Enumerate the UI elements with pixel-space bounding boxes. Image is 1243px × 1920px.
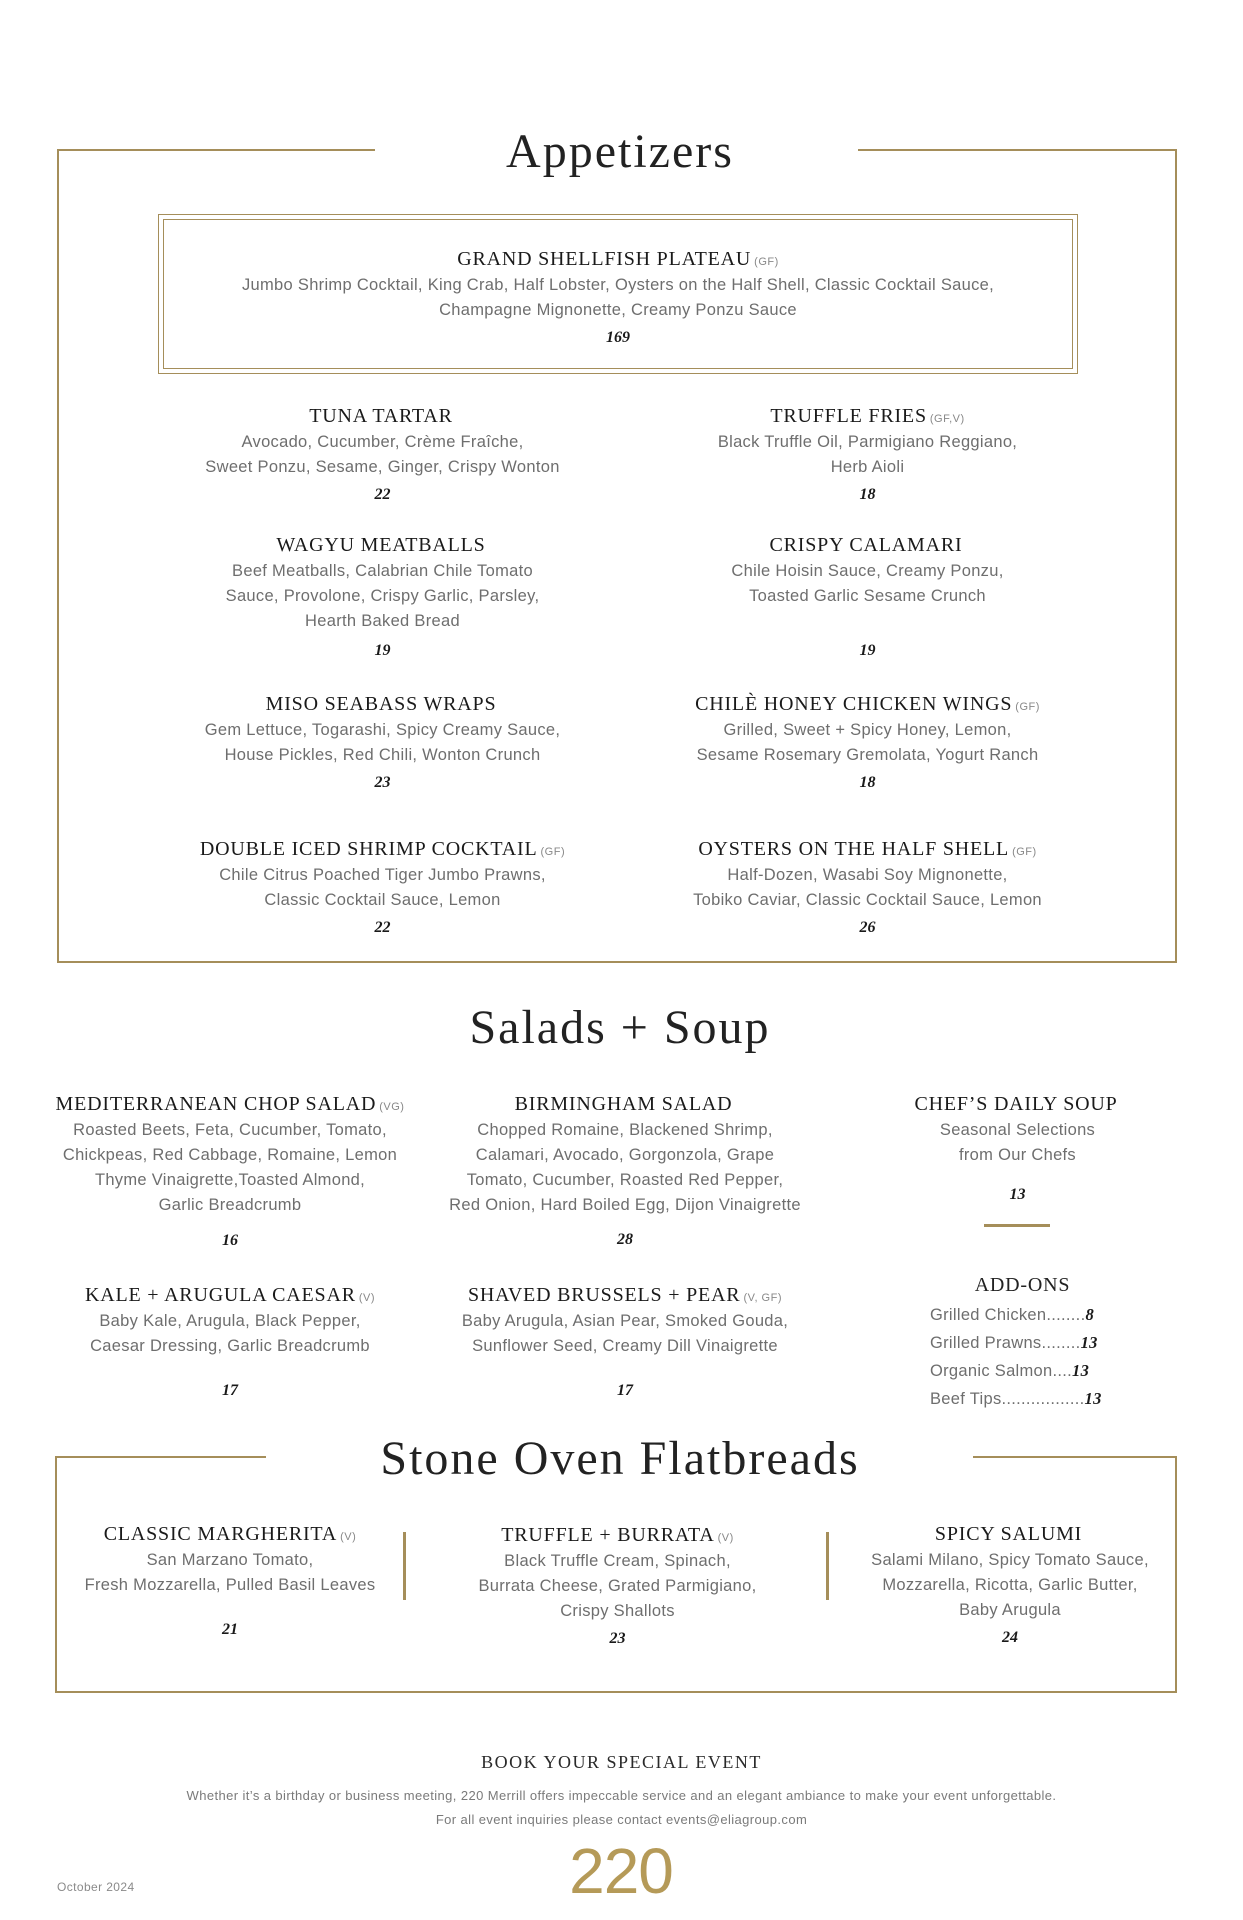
item-text-line: House Pickles, Red Chili, Wonton Crunch xyxy=(224,746,541,764)
item-text-line xyxy=(60,1523,400,1546)
item-name: OYSTERS ON THE HALF SHELL xyxy=(698,838,1010,860)
item-text-line: Champagne Mignonette, Creamy Ponzu Sauce xyxy=(439,301,797,319)
item-text-line: Chile Citrus Poached Tiger Jumbo Prawns, xyxy=(219,866,546,884)
item-text-line: Half-Dozen, Wasabi Soy Mignonette, xyxy=(727,866,1008,884)
item-text-line: Sesame Rosemary Gremolata, Yogurt Ranch xyxy=(696,746,1039,764)
item-text-line xyxy=(30,1284,430,1307)
item-text-line xyxy=(170,405,595,428)
item-text-line: Gem Lettuce, Togarashi, Spicy Creamy Sauce, xyxy=(204,721,561,739)
item-price: 23 xyxy=(374,774,391,791)
addon-label: Organic Salmon.... xyxy=(930,1362,1073,1380)
restaurant-logo: 220 xyxy=(569,1835,673,1907)
item-text-line xyxy=(655,693,1080,716)
item-text-line xyxy=(425,1093,825,1116)
item-name: TUNA TARTAR xyxy=(309,405,453,427)
item-text-line: Mozzarella, Ricotta, Garlic Butter, xyxy=(882,1576,1138,1594)
item-name: DOUBLE ICED SHRIMP COCKTAIL xyxy=(199,838,538,860)
item-description xyxy=(30,1118,430,1218)
item-price: 18 xyxy=(859,486,876,503)
addon-label: Beef Tips................. xyxy=(930,1390,1085,1408)
item-description xyxy=(60,1548,400,1598)
addon-price: 13 xyxy=(1084,1389,1102,1408)
item-text-line: Sweet Ponzu, Sesame, Ginger, Crispy Wonton xyxy=(205,458,560,476)
item-tag: (GF) xyxy=(1012,846,1037,858)
item-text-line: Jumbo Shrimp Cocktail, King Crab, Half Lobster, Oysters on the Half Shell, Classic Cocktail Sauce, xyxy=(241,276,995,294)
soup-divider xyxy=(984,1224,1050,1227)
menu-item xyxy=(30,1284,430,1400)
menu-item xyxy=(440,1524,795,1648)
item-name: CHEF’S DAILY SOUP xyxy=(914,1093,1118,1115)
item-text-line xyxy=(170,534,595,557)
item-text-line: Tobiko Caviar, Classic Cocktail Sauce, Lemon xyxy=(693,891,1042,909)
item-text-line xyxy=(440,1524,795,1547)
item-text-line: Garlic Breadcrumb xyxy=(158,1196,302,1214)
flatbreads-frame-top-right xyxy=(973,1456,1177,1458)
item-name: MEDITERRANEAN CHOP SALAD xyxy=(55,1093,377,1115)
item-name: CLASSIC MARGHERITA xyxy=(103,1523,338,1545)
item-price: 24 xyxy=(1002,1629,1018,1646)
item-description xyxy=(880,1118,1155,1168)
item-name: KALE + ARUGULA CAESAR xyxy=(84,1284,356,1306)
item-description xyxy=(655,559,1080,609)
item-description xyxy=(850,1548,1170,1623)
item-name: SPICY SALUMI xyxy=(934,1523,1083,1545)
item-description xyxy=(655,718,1080,768)
item-price: 22 xyxy=(374,919,391,936)
item-name: TRUFFLE + BURRATA xyxy=(501,1524,715,1546)
item-text-line: Sunflower Seed, Creamy Dill Vinaigrette xyxy=(472,1337,778,1355)
item-text-line: Crispy Shallots xyxy=(560,1602,675,1620)
appetizers-frame-top-right xyxy=(858,149,1177,151)
item-name: GRAND SHELLFISH PLATEAU xyxy=(457,248,752,270)
appetizers-title: Appetizers xyxy=(506,125,734,178)
item-text-line: Seasonal Selections xyxy=(939,1121,1096,1139)
item-name: CHILÈ HONEY CHICKEN WINGS xyxy=(695,693,1013,715)
item-text-line xyxy=(170,838,595,861)
addons-block xyxy=(930,1274,1130,1413)
item-text-line: San Marzano Tomato, xyxy=(146,1551,314,1569)
menu-item xyxy=(655,405,1080,504)
item-text-line: Chopped Romaine, Blackened Shrimp, xyxy=(477,1121,773,1139)
item-tag: (GF) xyxy=(540,846,566,858)
item-text-line: Baby Arugula, Asian Pear, Smoked Gouda, xyxy=(461,1312,789,1330)
item-text-line: Calamari, Avocado, Gorgonzola, Grape xyxy=(475,1146,775,1164)
item-tag: (V, GF) xyxy=(743,1292,782,1304)
menu-item xyxy=(655,838,1080,937)
item-text-line xyxy=(170,693,595,716)
item-description xyxy=(655,863,1080,913)
item-text-line: Roasted Beets, Feta, Cucumber, Tomato, xyxy=(73,1121,387,1139)
item-description xyxy=(170,863,595,913)
item-tag: (GF) xyxy=(754,256,779,268)
item-price: 19 xyxy=(859,642,876,659)
appetizers-frame-left xyxy=(57,149,59,963)
item-text-line: Red Onion, Hard Boiled Egg, Dijon Vinaigrette xyxy=(449,1196,801,1214)
item-description xyxy=(655,430,1080,480)
item-tag: (V) xyxy=(340,1531,357,1543)
item-price: 16 xyxy=(222,1232,238,1249)
item-text-line: Tomato, Cucumber, Roasted Red Pepper, xyxy=(466,1171,784,1189)
event-heading: BOOK YOUR SPECIAL EVENT xyxy=(481,1752,762,1772)
item-price: 23 xyxy=(609,1630,626,1647)
item-price: 13 xyxy=(1009,1186,1026,1203)
addon-price: 8 xyxy=(1085,1305,1095,1324)
item-text-line: Sauce, Provolone, Crispy Garlic, Parsley, xyxy=(225,587,540,605)
item-text-line xyxy=(655,534,1080,557)
item-text-line xyxy=(425,1284,825,1307)
item-text-line: Fresh Mozzarella, Pulled Basil Leaves xyxy=(84,1576,376,1594)
appetizers-frame-bottom xyxy=(57,961,1177,963)
menu-item xyxy=(170,693,595,792)
item-name: TRUFFLE FRIES xyxy=(770,405,927,427)
addon-price: 13 xyxy=(1080,1333,1098,1352)
item-description xyxy=(425,1309,825,1359)
addon-row xyxy=(930,1301,1130,1329)
event-contact: For all event inquiries please contact events@eliagroup.com xyxy=(435,1812,808,1827)
menu-item xyxy=(655,534,1080,660)
appetizers-frame-top-left xyxy=(57,149,375,151)
item-text-line xyxy=(168,248,1068,271)
item-tag: (VG) xyxy=(379,1101,405,1113)
item-text-line xyxy=(30,1093,430,1116)
item-description xyxy=(170,559,595,634)
item-text-line: Black Truffle Oil, Parmigiano Reggiano, xyxy=(717,433,1018,451)
flatbreads-frame-bottom xyxy=(55,1691,1177,1693)
item-price: 28 xyxy=(617,1231,633,1248)
item-price: 17 xyxy=(222,1382,238,1399)
item-name: SHAVED BRUSSELS + PEAR xyxy=(467,1284,741,1306)
addons-title: ADD-ONS xyxy=(974,1274,1071,1296)
item-description xyxy=(30,1309,430,1359)
item-text-line: Black Truffle Cream, Spinach, xyxy=(504,1552,731,1570)
item-price: 17 xyxy=(617,1382,633,1399)
item-description xyxy=(425,1118,825,1218)
addon-row xyxy=(930,1329,1130,1357)
item-text-line: Hearth Baked Bread xyxy=(305,612,460,630)
item-text-line: Caesar Dressing, Garlic Breadcrumb xyxy=(90,1337,370,1355)
menu-item xyxy=(60,1523,400,1639)
flatbreads-frame-left xyxy=(55,1456,57,1693)
item-text-line: Chile Hoisin Sauce, Creamy Ponzu, xyxy=(731,562,1004,580)
featured-item xyxy=(168,248,1068,347)
menu-item xyxy=(425,1284,825,1400)
addon-row xyxy=(930,1385,1130,1413)
item-name: WAGYU MEATBALLS xyxy=(276,534,486,556)
addon-label: Grilled Chicken........ xyxy=(930,1306,1086,1324)
menu-item xyxy=(30,1093,430,1250)
item-price: 22 xyxy=(374,486,391,503)
item-text-line xyxy=(655,405,1080,428)
item-text-line xyxy=(880,1093,1155,1116)
menu-item xyxy=(655,693,1080,792)
salads-title: Salads + Soup xyxy=(469,1001,771,1054)
item-text-line: Herb Aioli xyxy=(830,458,905,476)
item-text-line: Baby Kale, Arugula, Black Pepper, xyxy=(99,1312,361,1330)
item-description xyxy=(170,430,595,480)
menu-date: October 2024 xyxy=(57,1880,135,1894)
item-text-line: Avocado, Cucumber, Crème Fraîche, xyxy=(241,433,524,451)
menu-item xyxy=(880,1093,1155,1204)
appetizers-frame-right xyxy=(1175,149,1177,963)
menu-item xyxy=(425,1093,825,1249)
item-text-line: Classic Cocktail Sauce, Lemon xyxy=(264,891,501,909)
menu-item xyxy=(170,534,595,660)
item-text-line: Salami Milano, Spicy Tomato Sauce, xyxy=(871,1551,1149,1569)
item-text-line: from Our Chefs xyxy=(959,1146,1076,1164)
item-name: MISO SEABASS WRAPS xyxy=(265,693,497,715)
item-tag: (GF,V) xyxy=(929,413,965,425)
item-tag: (V) xyxy=(717,1532,734,1544)
item-description xyxy=(440,1549,795,1624)
item-name: BIRMINGHAM SALAD xyxy=(514,1093,733,1115)
item-text-line: Thyme Vinaigrette,Toasted Almond, xyxy=(94,1171,366,1189)
addon-label: Grilled Prawns........ xyxy=(930,1334,1081,1352)
item-text-line: Toasted Garlic Sesame Crunch xyxy=(749,587,986,605)
flatbreads-divider-1 xyxy=(403,1532,406,1600)
item-tag: (GF) xyxy=(1015,701,1040,713)
item-text-line: Chickpeas, Red Cabbage, Romaine, Lemon xyxy=(62,1146,398,1164)
addon-price: 13 xyxy=(1072,1361,1090,1380)
item-text-line: Baby Arugula xyxy=(959,1601,1061,1619)
menu-item xyxy=(170,838,595,937)
menu-item xyxy=(170,405,595,504)
item-tag: (V) xyxy=(358,1292,376,1304)
item-price: 21 xyxy=(222,1621,238,1638)
item-price: 18 xyxy=(859,774,876,791)
item-text-line xyxy=(655,838,1080,861)
addon-row xyxy=(930,1357,1130,1385)
menu-item xyxy=(850,1523,1170,1647)
event-description: Whether it’s a birthday or business meeting, 220 Merrill offers impeccable service and an elegant ambiance to make your event unforgettable. xyxy=(186,1788,1057,1803)
item-text-line: Beef Meatballs, Calabrian Chile Tomato xyxy=(232,562,533,580)
flatbreads-frame-top-left xyxy=(55,1456,266,1458)
item-text-line: Grilled, Sweet + Spicy Honey, Lemon, xyxy=(723,721,1012,739)
flatbreads-title: Stone Oven Flatbreads xyxy=(380,1432,860,1485)
item-text-line xyxy=(850,1523,1170,1546)
item-description xyxy=(168,273,1068,323)
item-price: 26 xyxy=(859,919,876,936)
item-name: CRISPY CALAMARI xyxy=(769,534,963,556)
flatbreads-frame-right xyxy=(1175,1456,1177,1693)
flatbreads-divider-2 xyxy=(826,1532,829,1600)
item-price: 19 xyxy=(374,642,391,659)
item-text-line: Burrata Cheese, Grated Parmigiano, xyxy=(478,1577,757,1595)
item-description xyxy=(170,718,595,768)
item-price: 169 xyxy=(606,329,630,346)
